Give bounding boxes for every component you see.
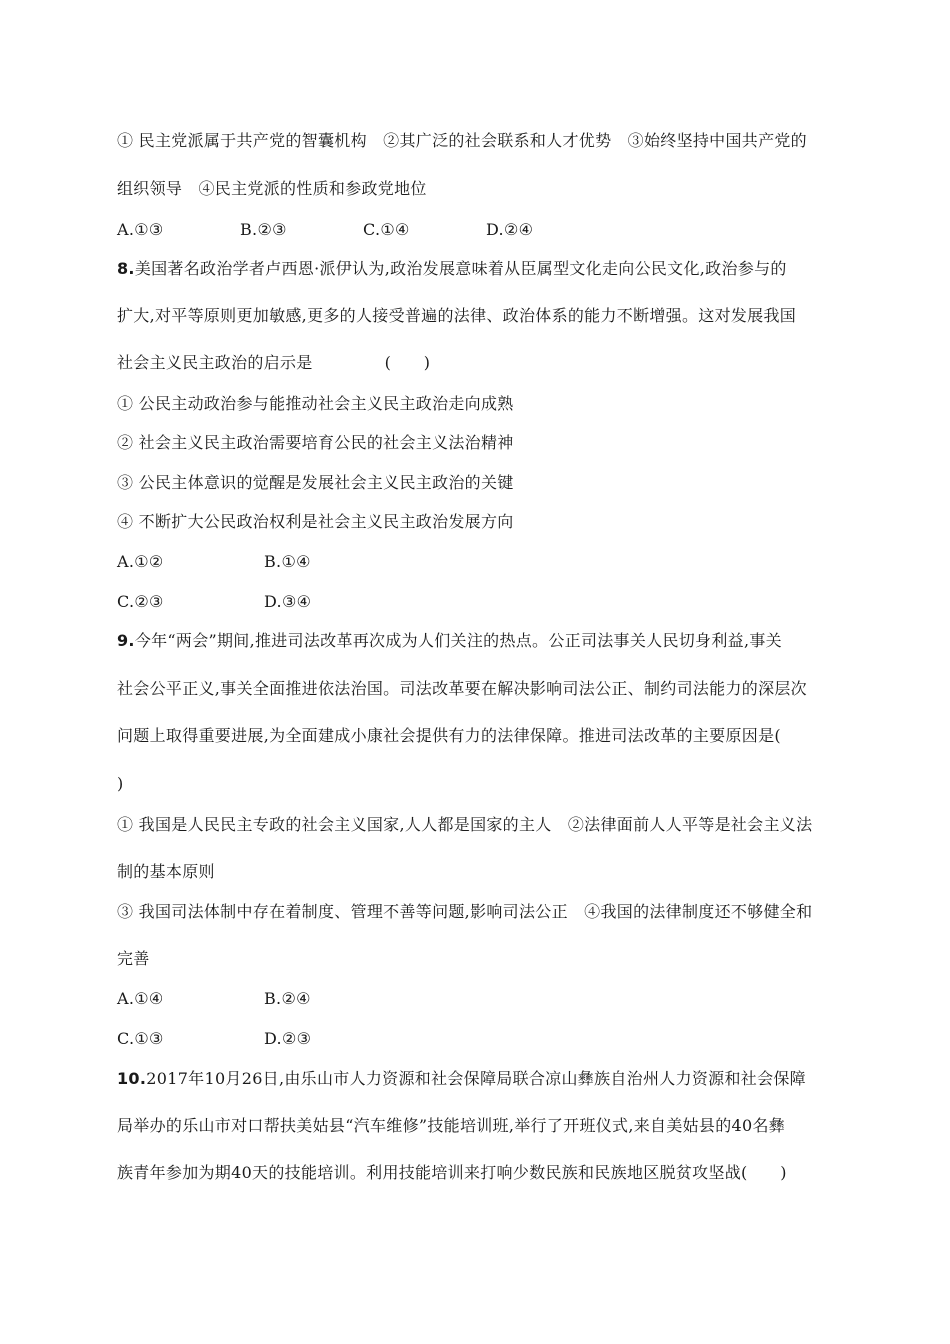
q8-answer-bracket: ( ) — [384, 353, 431, 372]
q9-stem-line-1 — [117, 631, 840, 651]
q9-statement-line-2: 制的基本原则 — [117, 862, 215, 881]
q8-stem-text-1: 美国著名政治学者卢西恩·派伊认为,政治发展意味着从臣属型文化走向公民文化,政治参与的 — [134, 259, 787, 278]
q7-option-d[interactable]: D.②④ — [486, 220, 534, 239]
q9-option-b[interactable]: B.②④ — [264, 989, 311, 1008]
q8-statement-4: ④ 不断扩大公民政治权利是社会主义民主政治发展方向 — [117, 512, 514, 531]
q7-options — [117, 220, 840, 240]
q8-statement-3: ③ 公民主体意识的觉醒是发展社会主义民主政治的关键 — [117, 473, 514, 492]
q9-stem-line-4: ) — [117, 774, 124, 793]
q10-stem-text-1: 2017年10月26日,由乐山市人力资源和社会保障局联合凉山彝族自治州人力资源和社会保障 — [146, 1069, 806, 1088]
q9-statement-line-1: ① 我国是人民民主专政的社会主义国家,人人都是国家的主人 ②法律面前人人平等是社会主义法 — [117, 815, 813, 834]
q10-number: 10. — [117, 1069, 147, 1088]
q8-number: 8. — [117, 259, 135, 278]
q8-options-row-2 — [117, 592, 840, 612]
q9-stem-line-3: 问题上取得重要进展,为全面建成小康社会提供有力的法律保障。推进司法改革的主要原因是( — [117, 726, 781, 745]
q9-option-c[interactable]: C.①③ — [117, 1029, 164, 1048]
q9-statement-line-4: 完善 — [117, 949, 150, 968]
q8-stem-text-3: 社会主义民主政治的启示是 — [117, 353, 313, 372]
q8-option-d[interactable]: D.③④ — [264, 592, 312, 611]
q10-stem-line-1 — [117, 1069, 840, 1089]
q7-statement-line-1: ① 民主党派属于共产党的智囊机构 ②其广泛的社会联系和人才优势 ③始终坚持中国共产党的 — [117, 131, 807, 150]
q9-statement-line-3: ③ 我国司法体制中存在着制度、管理不善等问题,影响司法公正 ④我国的法律制度还不够健全和 — [117, 902, 813, 921]
q9-options-row-2 — [117, 1029, 840, 1049]
q7-option-b[interactable]: B.②③ — [240, 220, 287, 239]
q8-option-a[interactable]: A.①② — [117, 552, 164, 571]
q8-stem-line-1 — [117, 259, 840, 279]
q7-option-a[interactable]: A.①③ — [117, 220, 164, 239]
q9-number: 9. — [117, 631, 135, 650]
q10-stem-line-2: 局举办的乐山市对口帮扶美姑县“汽车维修”技能培训班,举行了开班仪式,来自美姑县的40名彝 — [117, 1116, 786, 1135]
q8-option-c[interactable]: C.②③ — [117, 592, 164, 611]
q7-option-c[interactable]: C.①④ — [363, 220, 410, 239]
q8-stem-line-2: 扩大,对平等原则更加敏感,更多的人接受普遍的法律、政治体系的能力不断增强。这对发展我国 — [117, 306, 797, 325]
q9-stem-line-2: 社会公平正义,事关全面推进依法治国。司法改革要在解决影响司法公正、制约司法能力的深层次 — [117, 679, 807, 698]
q8-statement-2: ② 社会主义民主政治需要培育公民的社会主义法治精神 — [117, 433, 514, 452]
q9-option-a[interactable]: A.①④ — [117, 989, 164, 1008]
q7-statement-line-2: 组织领导 ④民主党派的性质和参政党地位 — [117, 179, 427, 198]
q8-statement-1: ① 公民主动政治参与能推动社会主义民主政治走向成熟 — [117, 394, 514, 413]
q8-option-b[interactable]: B.①④ — [264, 552, 311, 571]
q9-stem-text-1: 今年“两会”期间,推进司法改革再次成为人们关注的热点。公正司法事关人民切身利益,事关 — [134, 631, 782, 650]
q10-stem-line-3: 族青年参加为期40天的技能培训。利用技能培训来打响少数民族和民族地区脱贫攻坚战( ) — [117, 1163, 787, 1182]
q8-stem-line-3 — [117, 353, 840, 373]
q9-options-row-1 — [117, 989, 840, 1009]
q8-options-row-1 — [117, 552, 840, 572]
q9-option-d[interactable]: D.②③ — [264, 1029, 312, 1048]
